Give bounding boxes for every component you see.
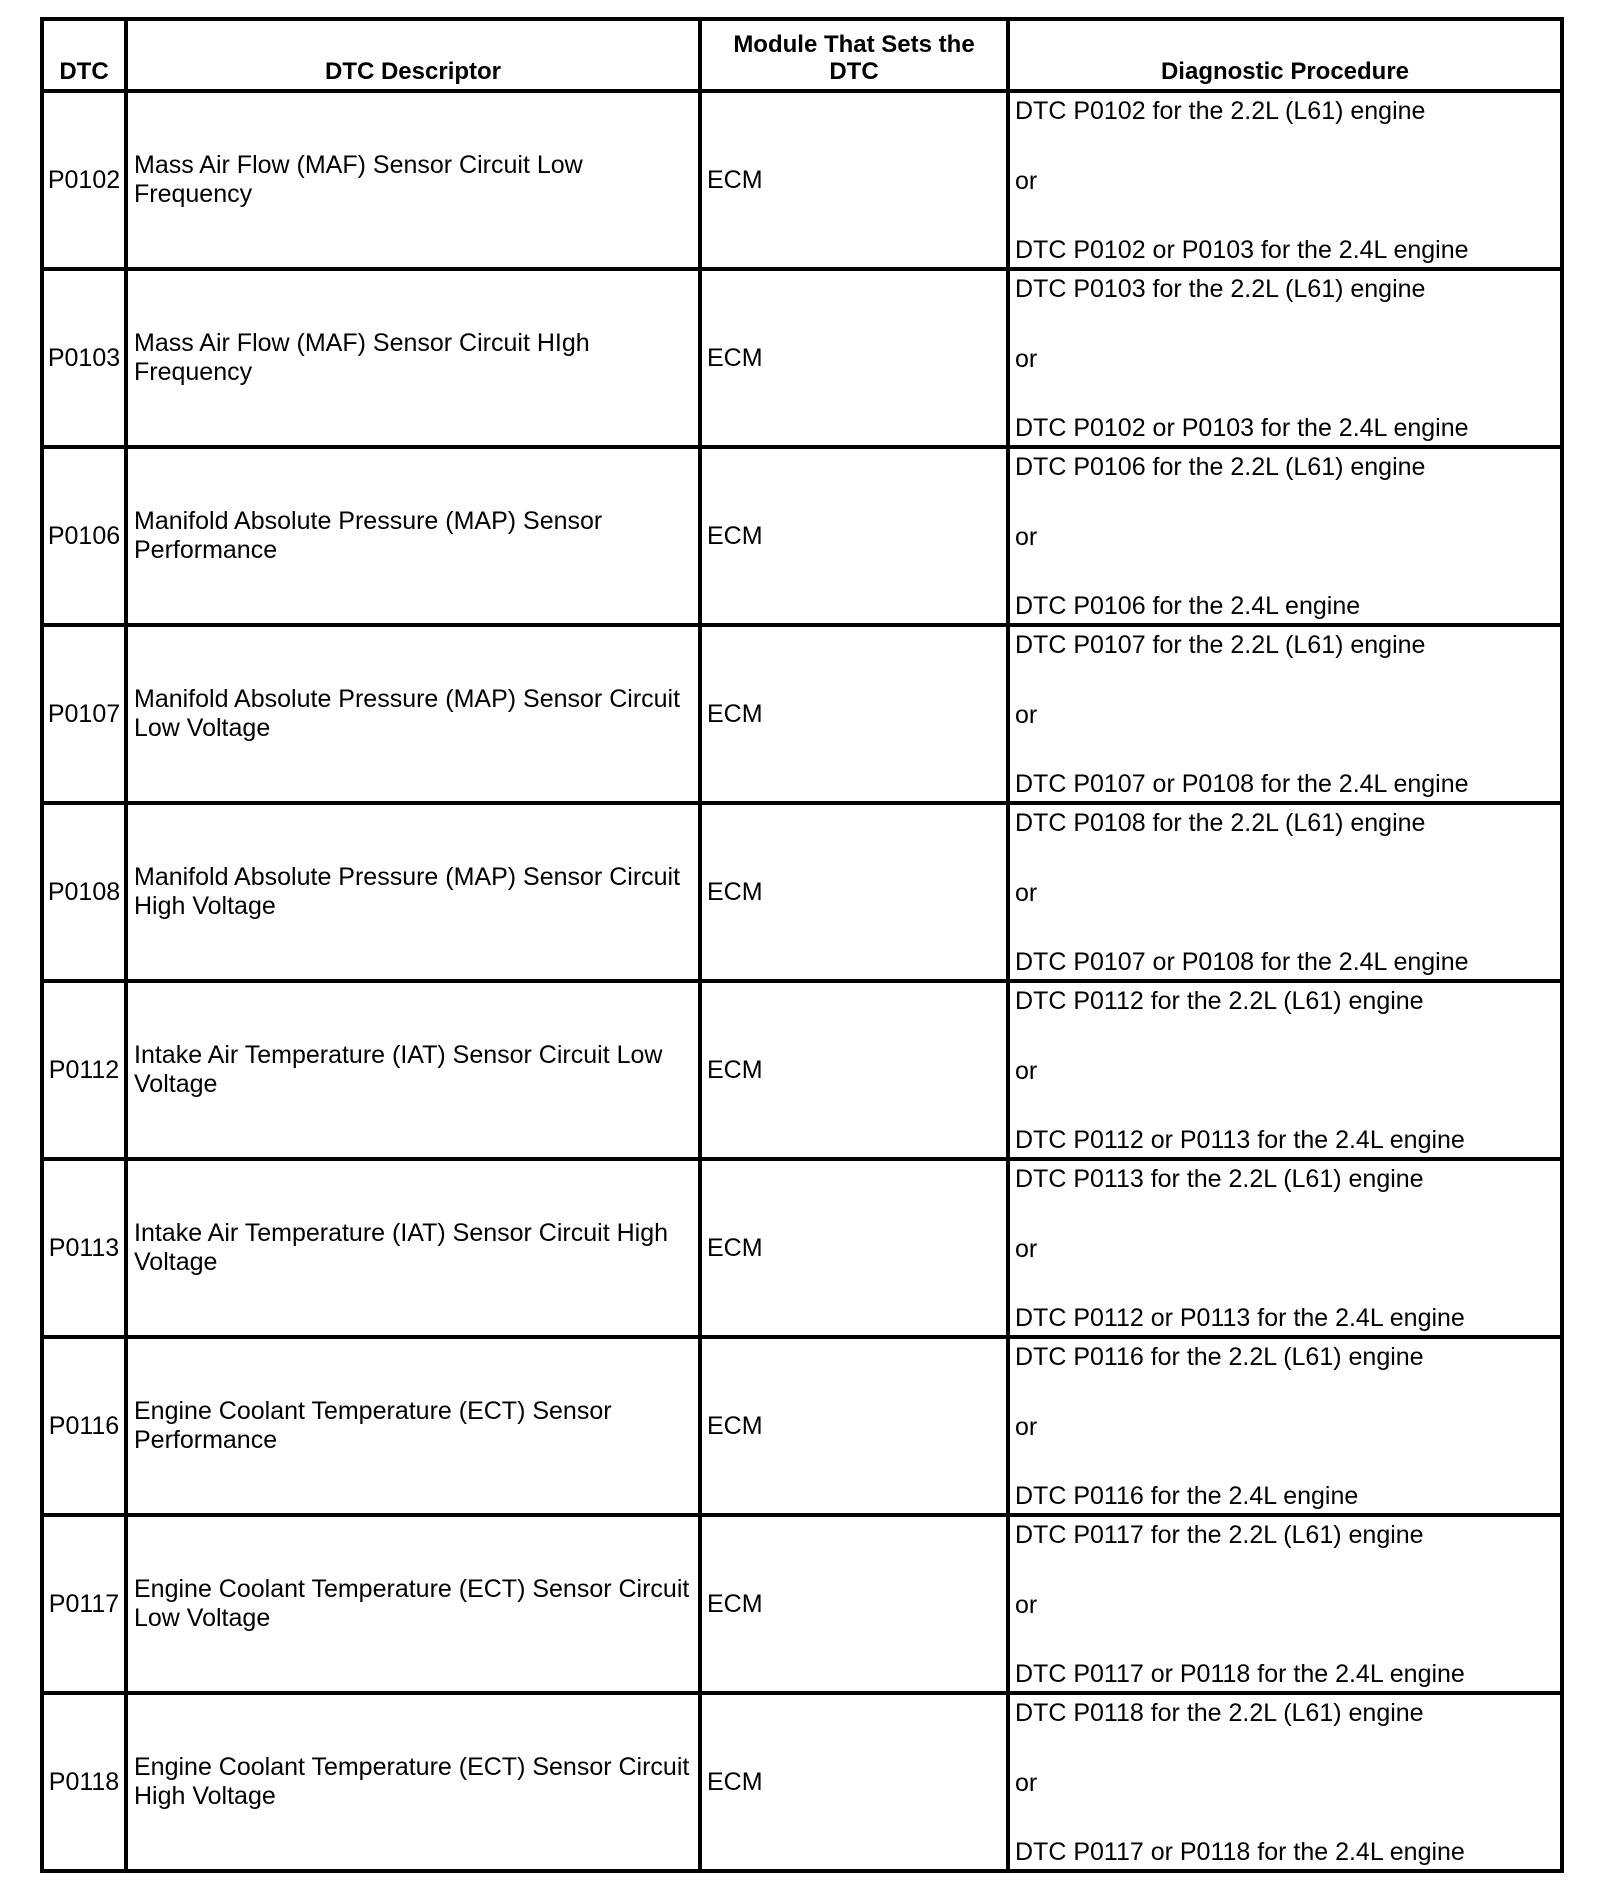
module-cell: ECM: [700, 1515, 1008, 1693]
procedure-or-text: or: [1015, 166, 1038, 195]
dtc-descriptor-cell: Manifold Absolute Pressure (MAP) Sensor Performance: [126, 447, 700, 625]
dtc-code-cell: P0118: [42, 1693, 126, 1871]
procedure-lines: [1015, 449, 1555, 623]
table-row: [42, 447, 1562, 625]
procedure-link-text: DTC P0107 or P0108 for the 2.4L engine: [1015, 948, 1469, 976]
procedure-lines: [1015, 271, 1555, 445]
dtc-descriptor-cell: Engine Coolant Temperature (ECT) Sensor Circuit Low Voltage: [126, 1515, 700, 1693]
procedure-link-text: DTC P0112 for the 2.2L (L61) engine: [1015, 987, 1424, 1015]
procedure-link-text: DTC P0103 for the 2.2L (L61) engine: [1015, 275, 1426, 303]
diagnostic-procedure-cell: [1008, 1337, 1562, 1515]
table-row: [42, 269, 1562, 447]
diagnostic-procedure-cell: [1008, 447, 1562, 625]
dtc-code-cell: P0103: [42, 269, 126, 447]
dtc-descriptor-cell: Engine Coolant Temperature (ECT) Sensor Performance: [126, 1337, 700, 1515]
procedure-lines: [1015, 627, 1555, 801]
dtc-descriptor-cell: Engine Coolant Temperature (ECT) Sensor Circuit High Voltage: [126, 1693, 700, 1871]
procedure-or-text: or: [1015, 1056, 1038, 1085]
procedure-lines: [1015, 1161, 1555, 1335]
procedure-or-text: or: [1015, 1412, 1038, 1441]
procedure-link-text: DTC P0117 for the 2.2L (L61) engine: [1015, 1521, 1424, 1549]
dtc-code-cell: P0116: [42, 1337, 126, 1515]
header-row: [42, 19, 1562, 91]
procedure-link-text: DTC P0108 for the 2.2L (L61) engine: [1015, 809, 1426, 837]
module-cell: ECM: [700, 447, 1008, 625]
diagnostic-procedure-cell: [1008, 1693, 1562, 1871]
dtc-code-cell: P0117: [42, 1515, 126, 1693]
module-cell: ECM: [700, 1159, 1008, 1337]
table-row: [42, 981, 1562, 1159]
procedure-link-text: DTC P0112 or P0113 for the 2.4L engine: [1015, 1304, 1465, 1332]
table-row: [42, 1337, 1562, 1515]
table-body: [42, 91, 1562, 1871]
module-cell: ECM: [700, 269, 1008, 447]
dtc-descriptor-cell: Manifold Absolute Pressure (MAP) Sensor Circuit High Voltage: [126, 803, 700, 981]
table-header: [42, 19, 1562, 91]
procedure-or-text: or: [1015, 700, 1038, 729]
procedure-link-text: DTC P0107 or P0108 for the 2.4L engine: [1015, 770, 1469, 798]
dtc-code-cell: P0113: [42, 1159, 126, 1337]
procedure-link-text: DTC P0107 for the 2.2L (L61) engine: [1015, 631, 1426, 659]
diagnostic-procedure-cell: [1008, 981, 1562, 1159]
diagnostic-procedure-cell: [1008, 1515, 1562, 1693]
procedure-or-text: or: [1015, 1234, 1038, 1263]
procedure-link-text: DTC P0106 for the 2.4L engine: [1015, 592, 1361, 620]
diagnostic-procedure-cell: [1008, 1159, 1562, 1337]
dtc-descriptor-cell: Mass Air Flow (MAF) Sensor Circuit Low Frequency: [126, 91, 700, 269]
module-cell: ECM: [700, 91, 1008, 269]
procedure-link-text: DTC P0106 for the 2.2L (L61) engine: [1015, 453, 1426, 481]
dtc-code-cell: P0102: [42, 91, 126, 269]
diagnostic-procedure-cell: [1008, 91, 1562, 269]
procedure-link-text: DTC P0117 or P0118 for the 2.4L engine: [1015, 1838, 1465, 1866]
procedure-link-text: DTC P0117 or P0118 for the 2.4L engine: [1015, 1660, 1465, 1688]
procedure-link-text: DTC P0112 or P0113 for the 2.4L engine: [1015, 1126, 1465, 1154]
procedure-lines: [1015, 805, 1555, 979]
header-diagnostic-procedure: Diagnostic Procedure: [1008, 19, 1562, 91]
procedure-lines: [1015, 93, 1555, 267]
procedure-or-text: or: [1015, 522, 1038, 551]
diagnostic-procedure-cell: [1008, 803, 1562, 981]
procedure-lines: [1015, 1339, 1555, 1513]
module-cell: ECM: [700, 803, 1008, 981]
dtc-descriptor-cell: Manifold Absolute Pressure (MAP) Sensor Circuit Low Voltage: [126, 625, 700, 803]
diagnostic-procedure-cell: [1008, 269, 1562, 447]
procedure-lines: [1015, 1517, 1555, 1691]
module-cell: ECM: [700, 1693, 1008, 1871]
procedure-or-text: or: [1015, 1768, 1038, 1797]
procedure-link-text: DTC P0102 or P0103 for the 2.4L engine: [1015, 236, 1469, 264]
procedure-link-text: DTC P0118 for the 2.2L (L61) engine: [1015, 1699, 1424, 1727]
module-cell: ECM: [700, 625, 1008, 803]
table-row: [42, 1693, 1562, 1871]
procedure-or-text: or: [1015, 1590, 1038, 1619]
dtc-code-cell: P0108: [42, 803, 126, 981]
diagnostic-procedure-cell: [1008, 625, 1562, 803]
table-row: [42, 1159, 1562, 1337]
procedure-link-text: DTC P0113 for the 2.2L (L61) engine: [1015, 1165, 1424, 1193]
header-dtc: DTC: [42, 19, 126, 91]
table-row: [42, 1515, 1562, 1693]
module-cell: ECM: [700, 981, 1008, 1159]
header-module: Module That Sets the DTC: [700, 19, 1008, 91]
procedure-link-text: DTC P0102 or P0103 for the 2.4L engine: [1015, 414, 1469, 442]
dtc-descriptor-cell: Intake Air Temperature (IAT) Sensor Circuit High Voltage: [126, 1159, 700, 1337]
header-dtc-descriptor: DTC Descriptor: [126, 19, 700, 91]
table-row: [42, 803, 1562, 981]
procedure-lines: [1015, 983, 1555, 1157]
table-row: [42, 91, 1562, 269]
dtc-code-cell: P0112: [42, 981, 126, 1159]
procedure-link-text: DTC P0116 for the 2.2L (L61) engine: [1015, 1343, 1424, 1371]
table-row: [42, 625, 1562, 803]
dtc-table: [40, 17, 1564, 1873]
module-cell: ECM: [700, 1337, 1008, 1515]
procedure-link-text: DTC P0116 for the 2.4L engine: [1015, 1482, 1359, 1510]
dtc-descriptor-cell: Intake Air Temperature (IAT) Sensor Circuit Low Voltage: [126, 981, 700, 1159]
dtc-code-cell: P0106: [42, 447, 126, 625]
dtc-code-cell: P0107: [42, 625, 126, 803]
procedure-or-text: or: [1015, 344, 1038, 373]
dtc-descriptor-cell: Mass Air Flow (MAF) Sensor Circuit HIgh Frequency: [126, 269, 700, 447]
procedure-lines: [1015, 1695, 1555, 1869]
procedure-link-text: DTC P0102 for the 2.2L (L61) engine: [1015, 97, 1426, 125]
procedure-or-text: or: [1015, 878, 1038, 907]
